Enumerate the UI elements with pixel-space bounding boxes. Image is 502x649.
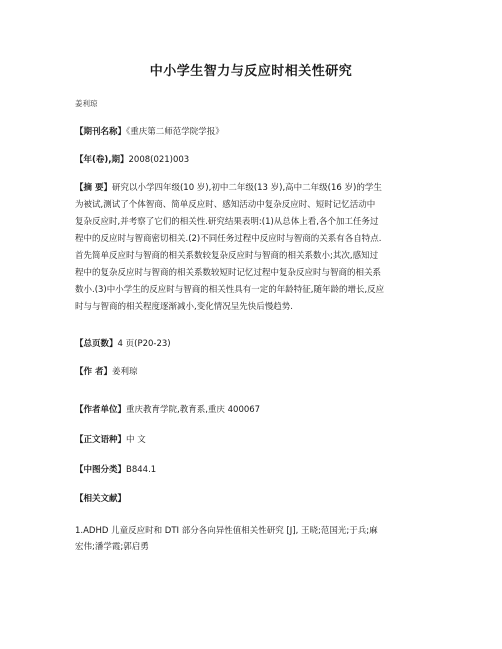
year-value: 2008(021)003 [128, 155, 190, 165]
pages-label: 【总页数】 [75, 339, 118, 349]
author-value: 姜利琼 [111, 367, 138, 377]
unit-value: 重庆教育学院,教育系,重庆 400067 [126, 405, 261, 415]
abstract-line: 首先简单反应时与智商的相关系数较复杂反应时与智商的相关系数小;其次,感知过 [75, 251, 379, 261]
abstract-line: 程中的复杂反应时与智商的相关系数较短时记忆过程中复杂反应时与智商的相关系 [75, 268, 382, 278]
year-label: 【年(卷),期】 [75, 155, 129, 165]
author-label: 【作 者】 [75, 367, 112, 377]
abstract-line: 研究以小学四年级(10 岁),初中二年级(13 岁),高中二年级(16 岁)的学生 [111, 183, 382, 193]
unit-label: 【作者单位】 [75, 405, 127, 415]
journal-field [75, 124, 435, 141]
language-label: 【正文语种】 [75, 435, 127, 445]
page-title: 中小学生智力与反应时相关性研究 [149, 64, 353, 79]
reference-line: 1.ADHD 儿童反应时和 DTI 部分各向异性值相关性研究 [J], 王晓;范国光;于兵;麻 [75, 526, 378, 536]
journal-label: 【期刊名称】 [75, 127, 127, 137]
classification-label: 【中图分类】 [75, 465, 127, 475]
pages-field [75, 336, 435, 353]
author-byline: 姜利琼 [75, 99, 98, 108]
abstract-line: 数小.(3)中小学生的反应时与智商的相关性具有一定的年龄特征,随年龄的增长,反应 [75, 285, 385, 295]
abstract-line: 时与与智商的相关程度逐渐减小,变化情况呈先快后慢趋势. [75, 302, 293, 312]
pages-value: 4 页(P20-23) [117, 339, 171, 349]
abstract-line: 复杂反应时,并考察了它们的相关性.研究结果表明:(1)从总体上看,各个加工任务过 [75, 217, 379, 227]
abstract-field [75, 180, 435, 316]
language-field [75, 432, 435, 449]
classification-field [75, 462, 435, 479]
journal-value: 《重庆第二师范学院学报》 [126, 127, 224, 137]
year-field [75, 152, 435, 169]
author-field [75, 364, 435, 381]
reference-line: 宏伟;潘学霞;郭启勇 [75, 542, 149, 552]
reference-item [75, 523, 435, 555]
related-literature-heading [75, 491, 435, 508]
language-value: 中 文 [126, 435, 146, 445]
related-label: 【相关文献】 [75, 494, 127, 504]
abstract-line: 为被试,测试了个体智商、简单反应时、感知活动中复杂反应时、短时记忆活动中 [75, 200, 376, 210]
classification-value: B844.1 [126, 465, 157, 475]
unit-field [75, 402, 435, 419]
abstract-label: 【摘 要】 [75, 183, 112, 193]
abstract-line: 程中的反应时与智商密切相关.(2)不同任务过程中反应时与智商的关系有各自特点. [75, 234, 382, 244]
